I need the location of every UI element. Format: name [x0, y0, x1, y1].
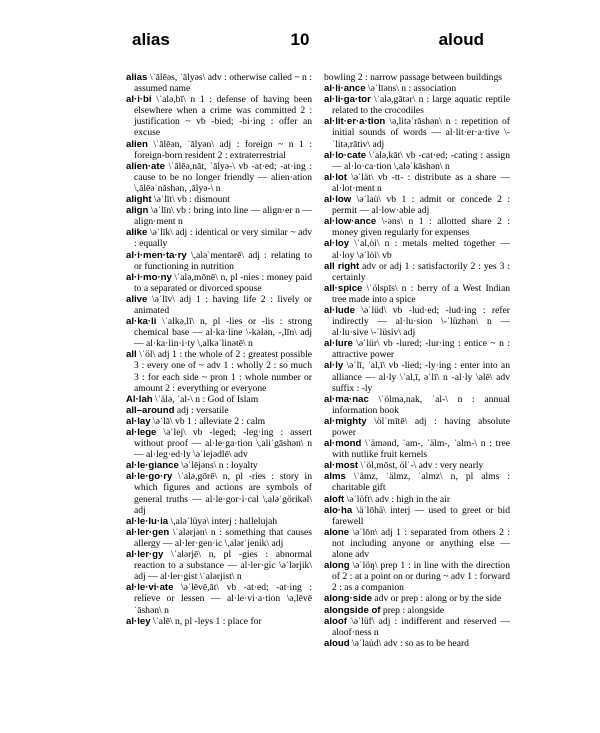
entry-headword: al·i·mo·ny [126, 271, 172, 283]
entry-definition: \ˈölmə,nak, ˈal-\ n : annual information book [332, 393, 510, 416]
entry-definition: \ˈöl,mōst, ölˈ-\ adv : very nearly [358, 460, 484, 472]
dictionary-entry [324, 72, 510, 83]
entry-definition: \əˈlējəns\ n : loyalty [178, 460, 258, 472]
entry-headword: al·ma·nac [324, 393, 369, 405]
entry-headword: al·le·vi·ate [126, 582, 174, 594]
entry-headword: al·lay [126, 415, 151, 427]
entry-headword: alien·ate [126, 160, 165, 172]
entry-definition: adj : versatile [174, 404, 229, 416]
entry-headword: al·lude [324, 304, 355, 316]
dictionary-entry [126, 549, 312, 582]
dictionary-entry [324, 172, 510, 194]
dictionary-entry [126, 205, 312, 227]
dictionary-entry [324, 83, 510, 94]
right-guide-word: aloud [438, 30, 484, 49]
dictionary-entry [126, 405, 312, 416]
entry-definition: adv or prep : along or by the side [371, 593, 502, 605]
entry-headword: al·mond [324, 438, 362, 450]
entry-definition: \əˈlēvē,āt\ vb -at·ed; -at·ing : relieve or lessen — al·le·vi·a·tion \ə,lēvēˈāshən\ n [134, 582, 312, 616]
dictionary-entry [324, 416, 510, 438]
entry-headword: al·lege [126, 427, 157, 438]
entry-headword: along [324, 560, 350, 572]
dictionary-entry [324, 593, 510, 604]
dictionary-entry [324, 94, 510, 116]
dictionary-entry [324, 150, 510, 172]
entry-definition: \,aləˈmentərē\ adj : relating to or functioning in nutrition [134, 249, 312, 272]
entry-definition: \əˈlōn\ adj 1 : separated from others 2 : not including anyone or anything else — alone adv [332, 526, 510, 561]
entry-headword: alike [126, 227, 148, 239]
entry-headword: al·loy [324, 238, 350, 250]
entry-headword: alight [126, 194, 152, 206]
entry-definition: \ə,litəˈrāshən\ n : repetition of initial sounds of words — al·lit·er·a·tive \-ˈlitə,rātiv\ adj [332, 116, 510, 150]
entry-headword: al·lit·er·a·tion [324, 116, 386, 128]
entry-definition: prep : alongside [380, 604, 445, 616]
entry-headword: al·most [324, 460, 359, 472]
dictionary-entry [126, 272, 312, 294]
entry-headword: al·li·ance [324, 83, 366, 95]
entry-headword: al·mighty [324, 415, 367, 427]
left-guide-word: alias [132, 30, 170, 49]
dictionary-entry [126, 460, 312, 471]
entry-definition: adv or adj 1 : satisfactorily 2 : yes 3 : certainly [332, 260, 510, 283]
entry-definition: \ˈalə,bī\ n 1 : defense of having been elsewhere when a crime was committed 2 : justification ~ vb -bied; -bi·ing : offer an excuse [134, 94, 312, 139]
dictionary-entry [126, 227, 312, 249]
entry-headword: aloud [324, 637, 350, 649]
entry-definition: \əˈlüd\ vb -lud·ed; -lud·ing : refer indirectly — al·lu·sion \-ˈlüzhən\ n — al·lu·sive \-ˈlüsiv\ adj [332, 304, 510, 339]
dictionary-entry [324, 605, 510, 616]
entry-definition: \ˈalē\ n, pl -leys 1 : place for [150, 615, 262, 627]
entry-definition: \əˈlī, ˈal,ī\ vb -lied; -ly·ing : enter into an alliance — al·ly \ˈal,ī, əˈlī\ n -al·ly \əlē\ adv suffix : -ly [332, 360, 510, 394]
entry-definition: \äˈlōhä\ interj — used to greet or bid farewell [332, 504, 510, 527]
dictionary-entry [324, 216, 510, 238]
entry-headword: align [126, 205, 149, 217]
entry-headword: alone [324, 526, 350, 538]
entry-headword: alo·ha [324, 504, 353, 516]
entry-headword: aloft [324, 493, 345, 505]
dictionary-entry [324, 494, 510, 505]
entry-headword: all [126, 349, 137, 361]
dictionary-entry [324, 116, 510, 149]
entry-definition: \əˈlīəns\ n : association [365, 83, 457, 95]
entry-definition: \əˈlīt\ vb : dismount [151, 194, 230, 206]
entry-definition: \ˈämənd, ˈam-, ˈälm-, ˈalm-\ n : tree with nutlike fruit kernels [332, 438, 510, 461]
entry-headword: alongside of [324, 604, 381, 616]
entry-definition: bowling 2 : narrow passage between buildings [324, 72, 502, 83]
entry-definition: \əˈlüf\ adj : indifferent and reserved — aloof·ness n [332, 615, 510, 638]
entry-headword: al·ley [126, 615, 151, 627]
dictionary-entry [126, 427, 312, 460]
entry-definition: \,aləˈlüyə\ interj : hallelujah [168, 515, 278, 527]
dictionary-entry [126, 349, 312, 393]
entry-definition: \əˈlau̇d\ adv : so as to be heard [349, 637, 469, 649]
entry-headword: alias [126, 72, 148, 83]
entry-definition: \əˈlau̇\ vb 1 : admit or concede 2 : permit — al·low·able adj [332, 194, 510, 217]
dictionary-entry [126, 527, 312, 549]
entry-headword: al·le·lu·ia [126, 515, 169, 527]
entry-headword: al·i·men·ta·ry [126, 249, 187, 261]
dictionary-entry [324, 527, 510, 560]
entry-definition: \əˈlīk\ adj : identical or very similar ~ adv : equally [134, 227, 312, 250]
entry-definition: \ˈalkə,lī\ n, pl -lies or -lis : strong chemical base — al·ka·line \-kələn, -,līn\ adj — al·ka·lin·i·ty \,alkəˈlinətē\ n [134, 316, 312, 350]
entry-headword: alms [324, 471, 346, 483]
dictionary-entry [126, 616, 312, 627]
dictionary-entry [324, 394, 510, 416]
dictionary-entry [324, 360, 510, 393]
entry-definition: \ˈölspīs\ n : berry of a West Indian tree made into a spice [332, 282, 510, 305]
dictionary-entry [126, 471, 312, 515]
entry-headword: al·ka·li [126, 316, 157, 328]
entry-headword: al·lo·cate [324, 149, 367, 161]
entry-definition: \-əns\ n 1 : allotted share 2 : money given regularly for expenses [332, 216, 510, 239]
dictionary-entry [126, 194, 312, 205]
entry-headword: all right [324, 260, 360, 272]
entry-definition: \əˈlür\ vb -lured; -lur·ing : entice ~ n : attractive power [332, 338, 510, 361]
dictionary-entry [324, 616, 510, 638]
entry-headword: al·i·bi [126, 94, 152, 106]
entry-headword: along·side [324, 593, 372, 605]
entry-headword: alien [126, 138, 148, 150]
entry-headword: al·lot [324, 171, 347, 183]
entry-definition: \ˈalərjē\ n, pl -gies : abnormal reaction to a substance — al·ler·gic \əˈlərjik\ adj — al·ler·gist \ˈalərjist\ n [134, 549, 312, 583]
entry-headword: al·ly [324, 360, 344, 372]
entry-definition: \ˈöl\ adj 1 : the whole of 2 : greatest possible 3 : every one of ~ adv 1 : wholly 2 : so much 3 : for each side ~ pron 1 : whole number or amount 2 : everything or everyone [134, 349, 312, 394]
entry-definition: \əˈlīn\ vb : bring into line — align·er n — align·ment n [134, 205, 312, 228]
dictionary-entry [126, 250, 312, 272]
entry-definition: \əˈlīv\ adj 1 : having life 2 : lively or animated [134, 293, 312, 316]
entry-definition: \ˈälə, ˈal-\ n : God of Islam [152, 393, 259, 405]
dictionary-entry [324, 460, 510, 471]
entry-headword: alive [126, 293, 148, 305]
entry-definition: \ˈālēəs, ˈālyəs\ adv : otherwise called ~ n : assumed name [134, 72, 312, 95]
entry-definition: \ˈalə,mōnē\ n, pl -nies : money paid to a separated or divorced spouse [134, 271, 312, 294]
entry-headword: all·spice [324, 282, 363, 294]
dictionary-entry [324, 305, 510, 338]
entry-definition: \əˈlöft\ adv : high in the air [344, 493, 451, 505]
dictionary-entry [324, 471, 510, 493]
dictionary-entry [324, 338, 510, 360]
dictionary-entry [324, 238, 510, 260]
dictionary-entry [126, 582, 312, 615]
entry-headword: al·low·ance [324, 216, 377, 228]
dictionary-entry [324, 438, 510, 460]
dictionary-entry [126, 94, 312, 138]
entry-headword: al·ler·gen [126, 526, 170, 538]
entry-headword: al·li·ga·tor [324, 94, 371, 106]
entry-definition: \ˈalərjən\ n : something that causes allergy — al·ler·gen·ic \,alərˈjenik\ adj [134, 526, 312, 549]
right-column [324, 72, 510, 649]
entry-definition: \əˈlā\ vb 1 : alleviate 2 : calm [150, 415, 266, 427]
dictionary-entry [126, 72, 312, 94]
entry-definition: \ˈalə,gōrē\ n, pl -ries : story in which figures and actions are symbols of general truths — al·le·gor·i·cal \,aləˈgörikəl\ adj [134, 471, 312, 516]
dictionary-entry [126, 394, 312, 405]
entry-definition: \ˈämz, ˈälmz, ˈalmz\ n, pl alms : charitable gift [332, 471, 510, 494]
dictionary-entry [126, 161, 312, 194]
page-number: 10 [290, 30, 310, 49]
entry-headword: Al·lah [126, 393, 153, 405]
entry-definition: \əˈlej\ vb -leged; -leg·ing : assert without proof — al·le·ga·tion \,aliˈgāshən\ n — al·leg·ed·ly \əˈlejədlē\ adv [134, 427, 312, 461]
entry-definition: \ˈalə,gātər\ n : large aquatic reptile related to the crocodiles [332, 94, 510, 117]
entry-headword: aloof [324, 615, 347, 627]
dictionary-entry [324, 638, 510, 649]
dictionary-entry [126, 516, 312, 527]
dictionary-entry [126, 316, 312, 349]
dictionary-entry [324, 560, 510, 593]
dictionary-entry [324, 261, 510, 283]
entry-definition: \əˈlöŋ\ prep 1 : in line with the direction of 2 : at a point on or during ~ adv 1 : forward 2 : as a companion [332, 560, 510, 594]
dictionary-entry [126, 294, 312, 316]
dictionary-entry [324, 505, 510, 527]
entry-headword: al·low [324, 194, 352, 206]
entry-definition: \ˈalə,kāt\ vb -cat·ed; -cating : assign — al·lo·ca·tion \,aləˈkāshən\ n [332, 149, 510, 172]
entry-definition: \əˈlät\ vb -tt- : distribute as a share — al·lot·ment n [332, 171, 510, 194]
entry-headword: al·lure [324, 338, 353, 350]
entry-definition: \ˈālēən, ˈālyən\ adj : foreign ~ n 1 : foreign-born resident 2 : extraterrestrial [134, 138, 312, 161]
entry-definition: \ˈal,ȯi\ n : metals melted together — al·loy \əˈlȯi\ vb [332, 238, 510, 261]
dictionary-entry [126, 416, 312, 427]
dictionary-entry [126, 139, 312, 161]
entry-headword: al·le·giance [126, 460, 179, 472]
entry-definition: \ölˈmītē\ adj : having absolute power [332, 415, 510, 438]
left-column [126, 72, 312, 627]
entry-headword: all–around [126, 404, 175, 416]
entry-definition: \ˈālēə,nāt, ˈālyə-\ vb -at·ed; -at·ing : cause to be no longer friendly — alien·ation \,ālēəˈnāshən, ,ālyə-\ n [134, 160, 312, 194]
dictionary-entry [324, 194, 510, 216]
entry-headword: al·ler·gy [126, 549, 164, 561]
dictionary-entry [324, 283, 510, 305]
entry-headword: al·le·go·ry [126, 471, 173, 483]
